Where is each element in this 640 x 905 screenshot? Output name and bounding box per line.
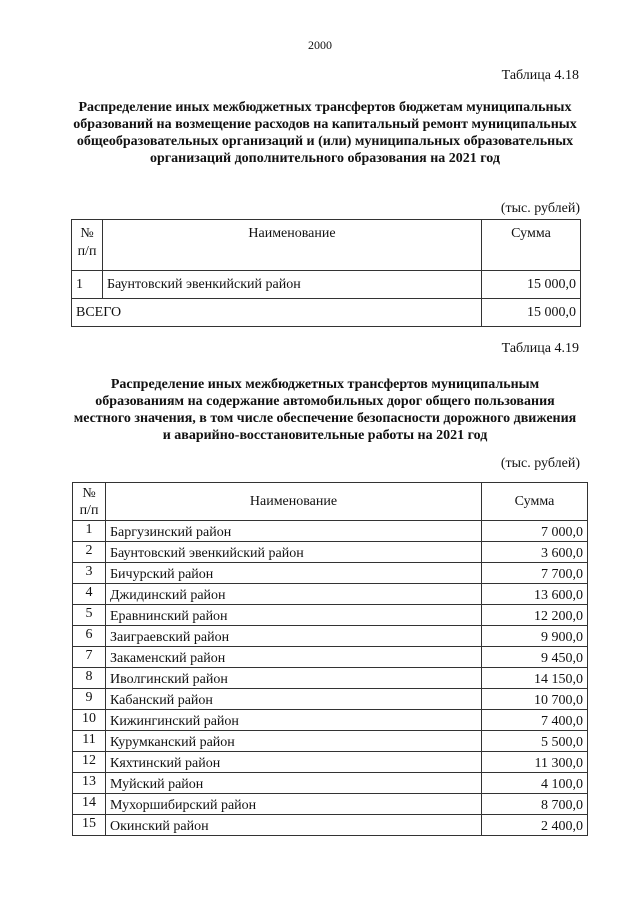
row-sum: 5 500,0 xyxy=(482,731,588,752)
row-number: 10 xyxy=(73,710,106,731)
row-name: Мухоршибирский район xyxy=(106,794,482,815)
table-4-18 xyxy=(71,219,581,327)
table-4-18-title: Распределение иных межбюджетных трансфертов бюджетам муниципальных образований на возмещение расходов на капитальный ремонт муниципальных общеобразовательных организаций и (или) муниципальных образовательных организаций дополнительного образования на 2021 год xyxy=(73,100,577,166)
header-number-text: № п/п xyxy=(77,226,97,259)
table-row xyxy=(73,584,588,605)
row-name: Муйский район xyxy=(106,773,482,794)
total-row xyxy=(72,299,581,327)
table-4-19-body xyxy=(73,521,588,836)
table-row xyxy=(73,773,588,794)
header-name: Наименование xyxy=(106,483,482,521)
row-name: Джидинский район xyxy=(106,584,482,605)
table-4-18-units: (тыс. рублей) xyxy=(500,201,580,216)
row-sum: 11 300,0 xyxy=(482,752,588,773)
row-number: 1 xyxy=(73,521,106,542)
row-sum: 7 700,0 xyxy=(482,563,588,584)
table-row xyxy=(72,271,581,299)
table-row xyxy=(73,668,588,689)
row-number: 2 xyxy=(73,542,106,563)
row-sum: 15 000,0 xyxy=(482,271,581,299)
table-row xyxy=(73,689,588,710)
table-row xyxy=(73,542,588,563)
row-number: 14 xyxy=(73,794,106,815)
row-name: Закаменский район xyxy=(106,647,482,668)
table-row xyxy=(73,752,588,773)
row-number: 3 xyxy=(73,563,106,584)
page-number: 2000 xyxy=(308,38,332,52)
row-sum: 13 600,0 xyxy=(482,584,588,605)
row-sum: 9 900,0 xyxy=(482,626,588,647)
row-name: Баунтовский эвенкийский район xyxy=(106,542,482,563)
table-row xyxy=(73,731,588,752)
row-number: 1 xyxy=(72,271,103,299)
row-name: Баунтовский эвенкийский район xyxy=(103,271,482,299)
row-number: 13 xyxy=(73,773,106,794)
row-sum: 7 000,0 xyxy=(482,521,588,542)
table-row xyxy=(73,710,588,731)
row-name: Еравнинский район xyxy=(106,605,482,626)
table-row xyxy=(73,563,588,584)
row-number: 8 xyxy=(73,668,106,689)
table-row xyxy=(73,794,588,815)
table-row xyxy=(73,647,588,668)
row-number: 6 xyxy=(73,626,106,647)
row-name: Окинский район xyxy=(106,815,482,836)
header-number xyxy=(73,483,106,521)
row-sum: 14 150,0 xyxy=(482,668,588,689)
row-number: 15 xyxy=(73,815,106,836)
table-header-row xyxy=(73,483,588,521)
total-sum: 15 000,0 xyxy=(482,299,581,327)
table-4-18-label: Таблица 4.18 xyxy=(501,68,579,83)
row-name: Заиграевский район xyxy=(106,626,482,647)
table-4-19-label: Таблица 4.19 xyxy=(501,341,579,356)
header-number-text: № п/п xyxy=(79,485,99,518)
row-name: Кабанский район xyxy=(106,689,482,710)
table-4-19 xyxy=(72,482,588,836)
table-header-row xyxy=(72,220,581,271)
row-sum: 10 700,0 xyxy=(482,689,588,710)
row-sum: 2 400,0 xyxy=(482,815,588,836)
row-number: 4 xyxy=(73,584,106,605)
row-name: Бичурский район xyxy=(106,563,482,584)
row-name: Курумканский район xyxy=(106,731,482,752)
row-number: 7 xyxy=(73,647,106,668)
row-number: 9 xyxy=(73,689,106,710)
row-sum: 8 700,0 xyxy=(482,794,588,815)
row-name: Иволгинский район xyxy=(106,668,482,689)
table-4-19-title: Распределение иных межбюджетных трансфертов муниципальным образованиям на содержание автомобильных дорог общего пользования местного значения, в том числе обеспечение безопасности дорожного движения и аварийно-восстановительные работы на 2021 год xyxy=(73,377,577,443)
table-row xyxy=(73,605,588,626)
header-sum: Сумма xyxy=(482,220,581,271)
row-sum: 4 100,0 xyxy=(482,773,588,794)
row-sum: 7 400,0 xyxy=(482,710,588,731)
row-sum: 12 200,0 xyxy=(482,605,588,626)
table-4-19-units: (тыс. рублей) xyxy=(500,456,580,471)
row-name: Кяхтинский район xyxy=(106,752,482,773)
row-number: 12 xyxy=(73,752,106,773)
row-sum: 9 450,0 xyxy=(482,647,588,668)
header-number xyxy=(72,220,103,271)
header-sum: Сумма xyxy=(482,483,588,521)
total-label: ВСЕГО xyxy=(72,299,482,327)
row-name: Кижингинский район xyxy=(106,710,482,731)
header-name: Наименование xyxy=(103,220,482,271)
table-row xyxy=(73,521,588,542)
table-row xyxy=(73,815,588,836)
row-number: 5 xyxy=(73,605,106,626)
row-number: 11 xyxy=(73,731,106,752)
table-row xyxy=(73,626,588,647)
row-name: Баргузинский район xyxy=(106,521,482,542)
row-sum: 3 600,0 xyxy=(482,542,588,563)
